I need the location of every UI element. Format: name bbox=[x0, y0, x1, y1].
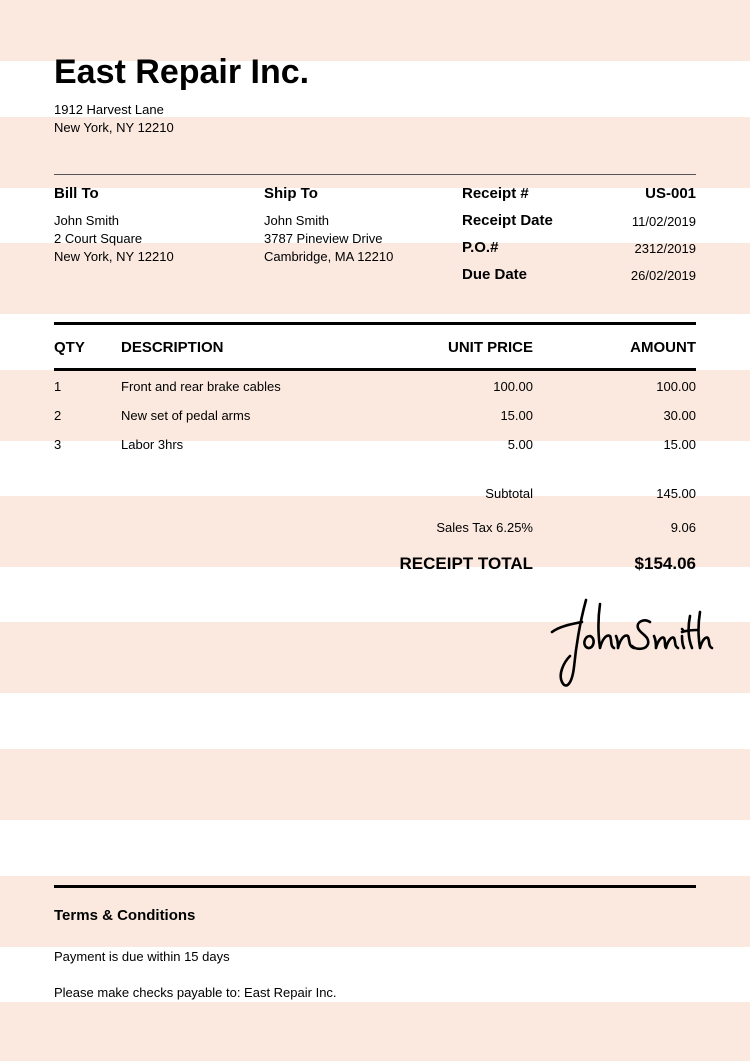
background-band bbox=[0, 1002, 750, 1061]
signature-image bbox=[546, 592, 714, 694]
row-qty: 2 bbox=[54, 408, 62, 423]
row-description: Front and rear brake cables bbox=[121, 379, 281, 394]
po-number: 2312/2019 bbox=[634, 241, 696, 256]
row-description: Labor 3hrs bbox=[121, 437, 184, 452]
bill-to-heading: Bill To bbox=[54, 185, 99, 202]
sales-tax-label: Sales Tax 6.25% bbox=[436, 520, 533, 535]
terms-heading: Terms & Conditions bbox=[54, 907, 196, 924]
row-amount: 100.00 bbox=[656, 379, 696, 394]
row-unit-price: 5.00 bbox=[507, 437, 533, 452]
subtotal-label: Subtotal bbox=[485, 486, 533, 501]
ship-to-heading: Ship To bbox=[264, 185, 318, 202]
ship-to-name: John Smith bbox=[264, 213, 330, 228]
qty-header: QTY bbox=[54, 339, 85, 356]
amount-header: AMOUNT bbox=[630, 339, 696, 356]
terms-line2: Please make checks payable to: East Repair Inc. bbox=[54, 985, 337, 1000]
header-divider bbox=[54, 174, 696, 175]
receipt-number: US-001 bbox=[645, 185, 696, 202]
background-band bbox=[0, 749, 750, 820]
background-band bbox=[0, 370, 750, 441]
table-top-rule bbox=[54, 322, 696, 325]
company-address-line1: 1912 Harvest Lane bbox=[54, 102, 164, 117]
table-header-rule bbox=[54, 368, 696, 371]
row-amount: 30.00 bbox=[663, 408, 696, 423]
due-date: 26/02/2019 bbox=[630, 268, 696, 283]
company-name: East Repair Inc. bbox=[54, 53, 310, 91]
due-date-label: Due Date bbox=[462, 266, 528, 283]
receipt-date: 11/02/2019 bbox=[631, 214, 696, 229]
row-description: New set of pedal arms bbox=[121, 408, 251, 423]
row-unit-price: 100.00 bbox=[493, 379, 533, 394]
po-label: P.O.# bbox=[462, 239, 499, 256]
row-unit-price: 15.00 bbox=[500, 408, 533, 423]
row-amount: 15.00 bbox=[663, 437, 696, 452]
unit-price-header: UNIT PRICE bbox=[447, 339, 533, 356]
terms-rule bbox=[54, 885, 696, 888]
bill-to-line1: 2 Court Square bbox=[54, 231, 143, 246]
description-header: DESCRIPTION bbox=[121, 339, 224, 356]
company-address-line2: New York, NY 12210 bbox=[54, 120, 174, 135]
row-qty: 1 bbox=[54, 379, 62, 394]
bill-to-name: John Smith bbox=[54, 213, 120, 228]
sales-tax-value: 9.06 bbox=[670, 520, 696, 535]
terms-line1: Payment is due within 15 days bbox=[54, 949, 230, 964]
ship-to-line2: Cambridge, MA 12210 bbox=[264, 249, 394, 264]
bill-to-line2: New York, NY 12210 bbox=[54, 249, 174, 264]
subtotal-value: 145.00 bbox=[656, 486, 696, 501]
receipt-date-label: Receipt Date bbox=[462, 212, 553, 229]
receipt-total-value: $154.06 bbox=[634, 554, 696, 573]
receipt-number-label: Receipt # bbox=[462, 185, 529, 202]
receipt-total-label: RECEIPT TOTAL bbox=[399, 554, 533, 573]
ship-to-line1: 3787 Pineview Drive bbox=[264, 231, 383, 246]
row-qty: 3 bbox=[54, 437, 62, 452]
